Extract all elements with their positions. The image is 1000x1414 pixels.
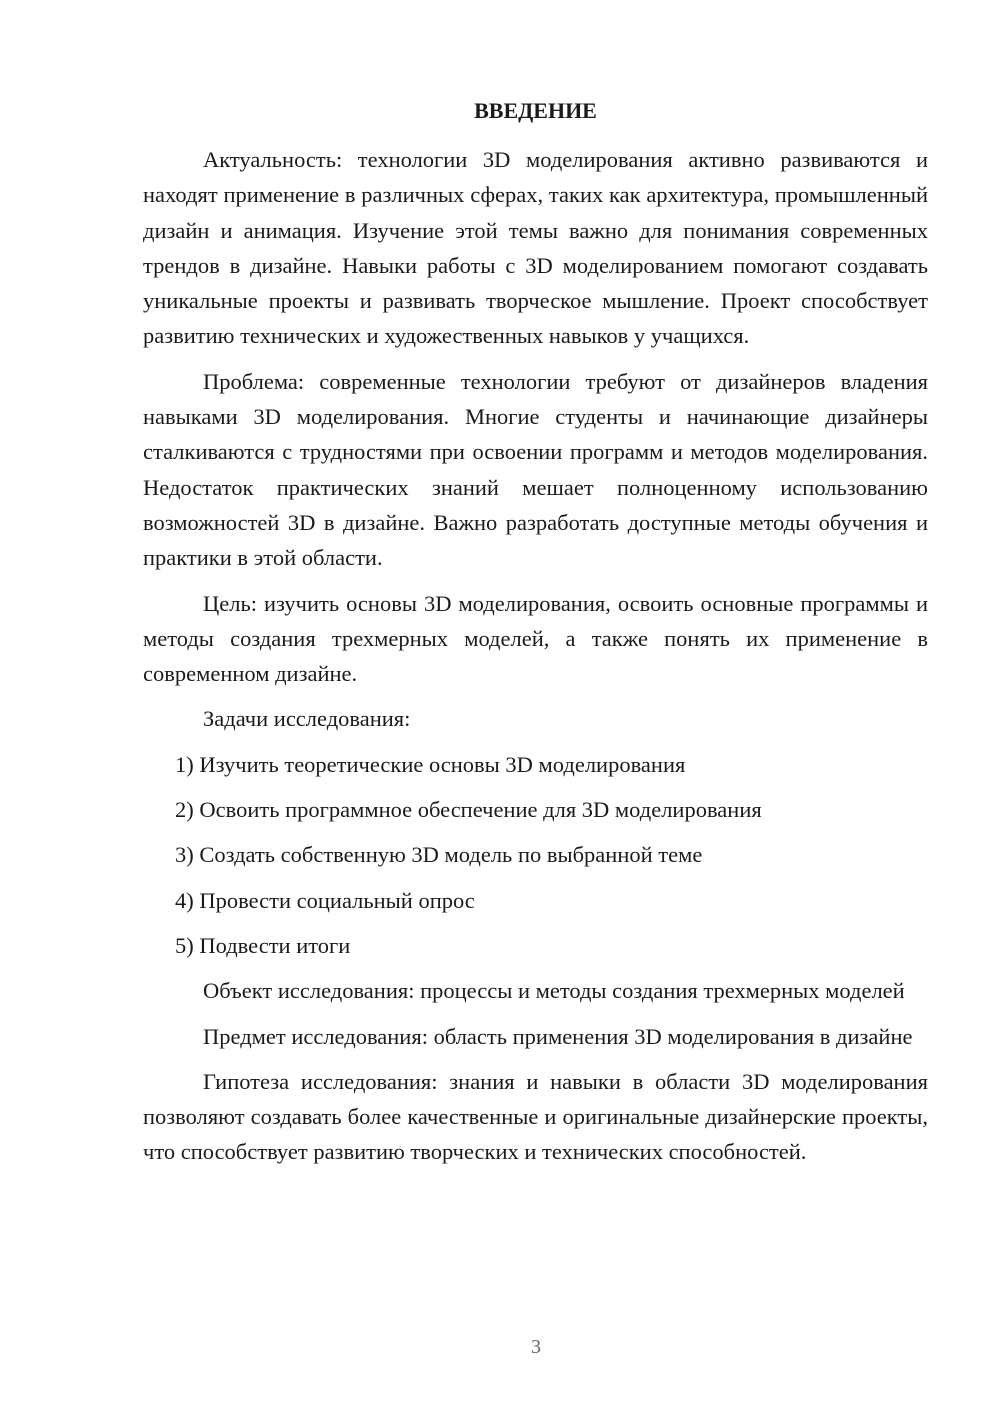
problem-paragraph: Проблема: современные технологии требуют от дизайнеров владения навыками 3D моделирования. Многие студенты и начинающие дизайнеры сталкиваются с трудностями при освоении программ и методов моделирования. Недостаток практических знаний мешает полноценному использованию возможностей 3D в дизайне. Важно разработать доступные методы обучения и практики в этой области. [143,368,928,571]
task-item: 1) Изучить теоретические основы 3D моделирования [175,751,686,777]
document-body [143,142,928,1180]
relevance-paragraph: Актуальность: технологии 3D моделирования активно развиваются и находят применение в различных сферах, таких как архитектура, промышленный дизайн и анимация. Изучение этой темы важно для понимания современных трендов в дизайне. Навыки работы с 3D моделированием помогают создавать уникальные проекты и развивать творческое мышление. Проект способствует развитию технических и художественных навыков у учащихся. [143,147,928,349]
task-item: 2) Освоить программное обеспечение для 3D моделирования [175,797,762,823]
subject-paragraph: Предмет исследования: область применения 3D моделирования в дизайне [203,1023,913,1049]
page-number: 3 [531,1336,541,1358]
page-title: ВВЕДЕНИЕ [474,98,597,123]
task-item: 5) Подвести итоги [175,932,351,958]
hypothesis-paragraph: Гипотеза исследования: знания и навыки в области 3D моделирования позволяют создавать более качественные и оригинальные дизайнерские проекты, что способствует развитию творческих и технических способностей. [143,1068,928,1165]
task-item: 4) Провести социальный опрос [175,887,475,913]
object-paragraph: Объект исследования: процессы и методы создания трехмерных моделей [203,978,905,1004]
tasks-heading: Задачи исследования: [203,706,411,732]
goal-paragraph: Цель: изучить основы 3D моделирования, освоить основные программы и методы создания трехмерных моделей, а также понять их применение в современном дизайне. [143,590,928,687]
task-item: 3) Создать собственную 3D модель по выбранной теме [175,842,703,868]
tasks-list [143,747,928,963]
